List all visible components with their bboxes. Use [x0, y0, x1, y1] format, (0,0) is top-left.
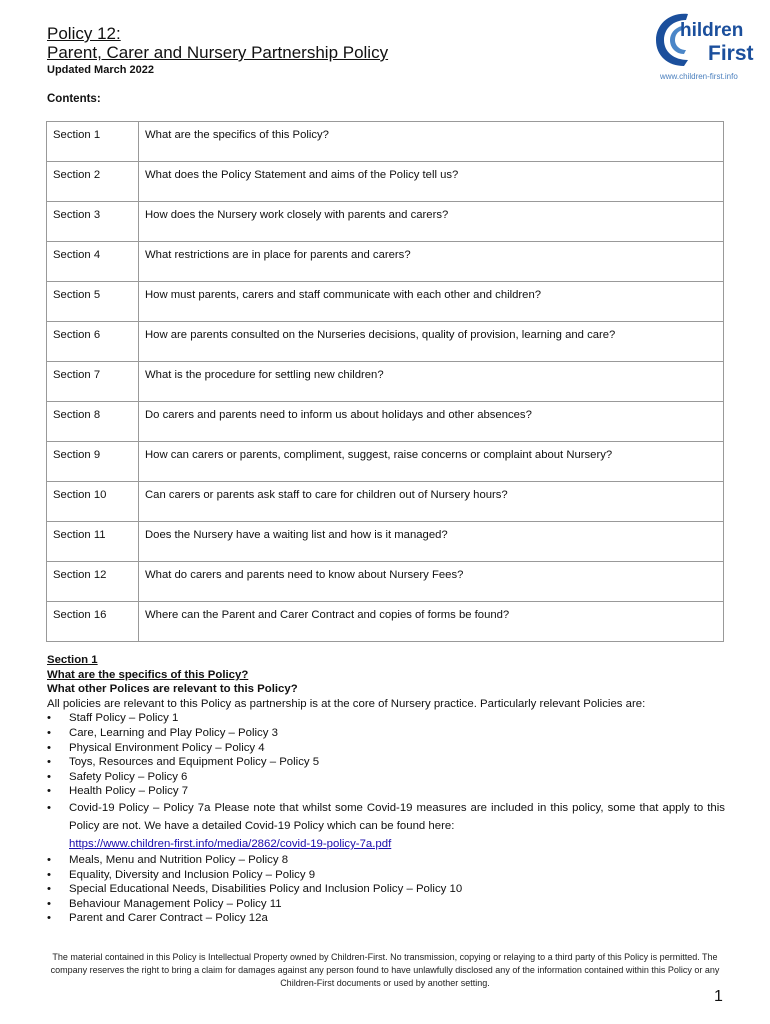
table-row	[47, 522, 724, 562]
table-row	[47, 602, 724, 642]
toc-section-number: Section 12	[47, 562, 139, 602]
toc-section-question: What restrictions are in place for parents and carers?	[139, 242, 724, 282]
updated-date: Updated March 2022	[47, 64, 154, 76]
logo-url[interactable]: www.children-first.info	[660, 72, 738, 81]
list-item: • Meals, Menu and Nutrition Policy – Policy 8	[47, 853, 725, 868]
toc-section-question: Do carers and parents need to inform us about holidays and other absences?	[139, 402, 724, 442]
table-row	[47, 562, 724, 602]
page-number: 1	[714, 988, 723, 1005]
list-item: • Behaviour Management Policy – Policy 11	[47, 897, 725, 912]
toc-section-number: Section 5	[47, 282, 139, 322]
toc-section-question: Can carers or parents ask staff to care for children out of Nursery hours?	[139, 482, 724, 522]
section-1-intro: All policies are relevant to this Policy as partnership is at the core of Nursery practice. Particularly relevant Policies are:	[47, 697, 646, 710]
relevant-policies-list	[47, 711, 725, 926]
table-row	[47, 122, 724, 162]
table-row	[47, 362, 724, 402]
toc-section-question: How must parents, carers and staff communicate with each other and children?	[139, 282, 724, 322]
logo-word-children: hildren	[680, 20, 744, 41]
table-row	[47, 202, 724, 242]
toc-section-question: Where can the Parent and Carer Contract and copies of forms be found?	[139, 602, 724, 642]
toc-section-number: Section 16	[47, 602, 139, 642]
toc-section-question: What do carers and parents need to know about Nursery Fees?	[139, 562, 724, 602]
list-item: • Parent and Carer Contract – Policy 12a	[47, 911, 725, 926]
toc-section-number: Section 2	[47, 162, 139, 202]
list-item: • Safety Policy – Policy 6	[47, 770, 725, 785]
toc-section-number: Section 6	[47, 322, 139, 362]
section-1-content	[47, 653, 725, 926]
section-1-question: What other Polices are relevant to this Policy?	[47, 683, 298, 696]
covid-policy-link[interactable]: https://www.children-first.info/media/2862/covid-19-policy-7a.pdf	[69, 837, 392, 850]
list-item: • Equality, Diversity and Inclusion Policy – Policy 9	[47, 868, 725, 883]
covid-policy-text: Covid-19 Policy – Policy 7a Please note that whilst some Covid-19 measures are included in this policy, some that apply to this Policy are not. We have a detailed Covid-19 Policy which can be found here:	[69, 801, 725, 832]
toc-section-number: Section 11	[47, 522, 139, 562]
list-item: • Toys, Resources and Equipment Policy – Policy 5	[47, 755, 725, 770]
title-line-1: Policy 12:	[47, 24, 121, 43]
table-row	[47, 242, 724, 282]
list-item: • Physical Environment Policy – Policy 4	[47, 741, 725, 756]
contents-table-body	[47, 122, 724, 642]
contents-label: Contents:	[47, 93, 101, 105]
table-row	[47, 282, 724, 322]
table-row	[47, 322, 724, 362]
document-title	[47, 24, 388, 62]
toc-section-number: Section 1	[47, 122, 139, 162]
table-row	[47, 482, 724, 522]
toc-section-number: Section 8	[47, 402, 139, 442]
list-item: • Health Policy – Policy 7	[47, 784, 725, 799]
toc-section-question: How are parents consulted on the Nurseries decisions, quality of provision, learning and care?	[139, 322, 724, 362]
contents-table	[46, 121, 724, 642]
toc-section-number: Section 9	[47, 442, 139, 482]
logo-word-first: First	[708, 42, 754, 65]
toc-section-number: Section 10	[47, 482, 139, 522]
list-item-covid	[47, 799, 725, 853]
section-1-heading: Section 1	[47, 654, 98, 666]
toc-section-question: How can carers or parents, compliment, suggest, raise concerns or complaint about Nursery?	[139, 442, 724, 482]
footer-disclaimer: The material contained in this Policy is Intellectual Property owned by Children-First. No transmission, copying or relaying to a third party of this Policy is permitted. The company reserves the right to bring a claim for damages against any person found to have unlawfully disclosed any of the information contained within this Policy or any Children-First documents or used by another setting.	[50, 952, 720, 988]
table-row	[47, 442, 724, 482]
list-item: • Care, Learning and Play Policy – Policy 3	[47, 726, 725, 741]
toc-section-question: What are the specifics of this Policy?	[139, 122, 724, 162]
toc-section-number: Section 7	[47, 362, 139, 402]
toc-section-number: Section 4	[47, 242, 139, 282]
toc-section-question: Does the Nursery have a waiting list and how is it managed?	[139, 522, 724, 562]
toc-section-question: What does the Policy Statement and aims of the Policy tell us?	[139, 162, 724, 202]
title-line-2: Parent, Carer and Nursery Partnership Policy	[47, 43, 389, 62]
toc-section-number: Section 3	[47, 202, 139, 242]
list-item: • Special Educational Needs, Disabilities Policy and Inclusion Policy – Policy 10	[47, 882, 725, 897]
toc-section-question: What is the procedure for settling new children?	[139, 362, 724, 402]
section-1-subheading: What are the specifics of this Policy?	[47, 668, 249, 681]
table-row	[47, 162, 724, 202]
list-item: • Staff Policy – Policy 1	[47, 711, 725, 726]
toc-section-question: How does the Nursery work closely with parents and carers?	[139, 202, 724, 242]
table-row	[47, 402, 724, 442]
